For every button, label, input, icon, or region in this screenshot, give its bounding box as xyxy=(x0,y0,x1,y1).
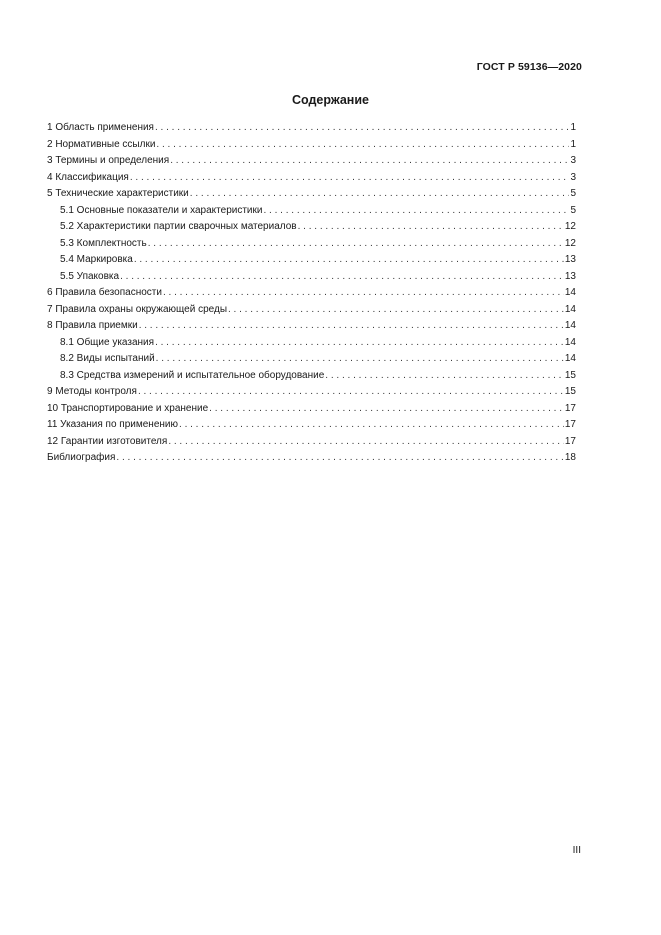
toc-entry-label: 4 Классификация xyxy=(47,171,129,183)
toc-entry-label: 7 Правила охраны окружающей среды xyxy=(47,303,227,315)
toc-entry[interactable] xyxy=(47,450,576,467)
toc-subentry[interactable] xyxy=(47,269,576,286)
toc-entry[interactable] xyxy=(47,302,576,319)
toc-entry[interactable] xyxy=(47,120,576,137)
toc-entry-label: 3 Термины и определения xyxy=(47,155,170,166)
toc-subentry[interactable] xyxy=(47,203,576,220)
toc-entry-page: 14 xyxy=(564,336,576,348)
toc-entry-page: 18 xyxy=(564,452,576,463)
toc-entry[interactable] xyxy=(47,186,576,203)
toc-entry-page: 14 xyxy=(564,287,576,298)
toc-dot-leader xyxy=(139,318,564,335)
toc-dot-leader xyxy=(179,417,564,434)
toc-dot-leader xyxy=(298,219,564,236)
toc-entry-label: 8.3 Средства измерений и испытательное оборудование xyxy=(60,369,325,381)
toc-dot-leader xyxy=(116,450,563,467)
toc-dot-leader xyxy=(130,170,570,187)
toc-entry-label: 10 Транспортирование и хранение xyxy=(47,402,209,414)
toc-entry-page: 12 xyxy=(564,237,576,249)
toc-subentry[interactable] xyxy=(47,351,576,368)
toc-entry-label: 8 Правила приемки xyxy=(47,320,138,331)
document-code: ГОСТ Р 59136—2020 xyxy=(476,61,582,73)
toc-entry-page: 5 xyxy=(570,204,576,216)
toc-entry-label: 12 Гарантии изготовителя xyxy=(47,435,168,447)
toc-dot-leader xyxy=(190,186,570,203)
table-of-contents xyxy=(47,120,576,467)
toc-entry-label: 8.2 Виды испытаний xyxy=(60,353,155,364)
toc-entry-page: 14 xyxy=(564,303,576,315)
toc-entry-label: 5 Технические характеристики xyxy=(47,188,189,199)
toc-entry-page: 3 xyxy=(570,155,576,166)
toc-entry-page: 12 xyxy=(564,221,576,232)
toc-entry-page: 13 xyxy=(564,254,576,265)
toc-entry[interactable] xyxy=(47,417,576,434)
toc-entry-label: 5.5 Упаковка xyxy=(60,270,120,282)
toc-entry-page: 15 xyxy=(564,386,576,397)
toc-dot-leader xyxy=(168,434,564,451)
toc-entry-label: 5.3 Комплектность xyxy=(60,237,147,249)
toc-entry-label: 6 Правила безопасности xyxy=(47,287,162,298)
toc-entry[interactable] xyxy=(47,401,576,418)
toc-title: Содержание xyxy=(291,93,369,107)
toc-entry-label: 8.1 Общие указания xyxy=(60,336,155,348)
toc-dot-leader xyxy=(155,335,564,352)
toc-dot-leader xyxy=(209,401,564,418)
toc-entry-label: Библиография xyxy=(47,452,116,463)
toc-entry[interactable] xyxy=(47,170,576,187)
toc-entry-page: 5 xyxy=(570,188,576,199)
toc-dot-leader xyxy=(134,252,564,269)
toc-dot-leader xyxy=(325,368,564,385)
toc-dot-leader xyxy=(163,285,564,302)
toc-entry-page: 13 xyxy=(564,270,576,282)
toc-entry-page: 1 xyxy=(570,122,576,133)
toc-dot-leader xyxy=(170,153,569,170)
toc-entry-label: 11 Указания по применению xyxy=(47,419,179,430)
toc-entry-label: 1 Область применения xyxy=(47,122,154,133)
toc-subentry[interactable] xyxy=(47,219,576,236)
toc-entry[interactable] xyxy=(47,318,576,335)
toc-dot-leader xyxy=(148,236,564,253)
toc-entry-page: 17 xyxy=(564,402,576,414)
toc-entry-page: 14 xyxy=(564,353,576,364)
toc-dot-leader xyxy=(263,203,569,220)
page-number: III xyxy=(572,845,581,856)
toc-entry-label: 5.2 Характеристики партии сварочных материалов xyxy=(60,221,297,232)
toc-entry[interactable] xyxy=(47,153,576,170)
toc-entry-label: 5.1 Основные показатели и характеристики xyxy=(60,204,263,216)
toc-entry-label: 9 Методы контроля xyxy=(47,386,137,397)
toc-entry-page: 1 xyxy=(570,138,576,150)
toc-entry-page: 3 xyxy=(570,171,576,183)
toc-entry[interactable] xyxy=(47,384,576,401)
toc-dot-leader xyxy=(120,269,564,286)
toc-entry-page: 17 xyxy=(564,435,576,447)
toc-subentry[interactable] xyxy=(47,252,576,269)
toc-entry[interactable] xyxy=(47,137,576,154)
toc-entry[interactable] xyxy=(47,285,576,302)
toc-subentry[interactable] xyxy=(47,335,576,352)
toc-entry-label: 5.4 Маркировка xyxy=(60,254,133,265)
toc-subentry[interactable] xyxy=(47,236,576,253)
toc-dot-leader xyxy=(138,384,564,401)
toc-entry-page: 17 xyxy=(564,419,576,430)
toc-subentry[interactable] xyxy=(47,368,576,385)
toc-dot-leader xyxy=(156,137,569,154)
toc-entry[interactable] xyxy=(47,434,576,451)
toc-entry-page: 15 xyxy=(564,369,576,381)
toc-entry-page: 14 xyxy=(564,320,576,331)
toc-dot-leader xyxy=(155,120,569,137)
toc-entry-label: 2 Нормативные ссылки xyxy=(47,138,156,150)
toc-dot-leader xyxy=(228,302,564,319)
toc-dot-leader xyxy=(156,351,564,368)
